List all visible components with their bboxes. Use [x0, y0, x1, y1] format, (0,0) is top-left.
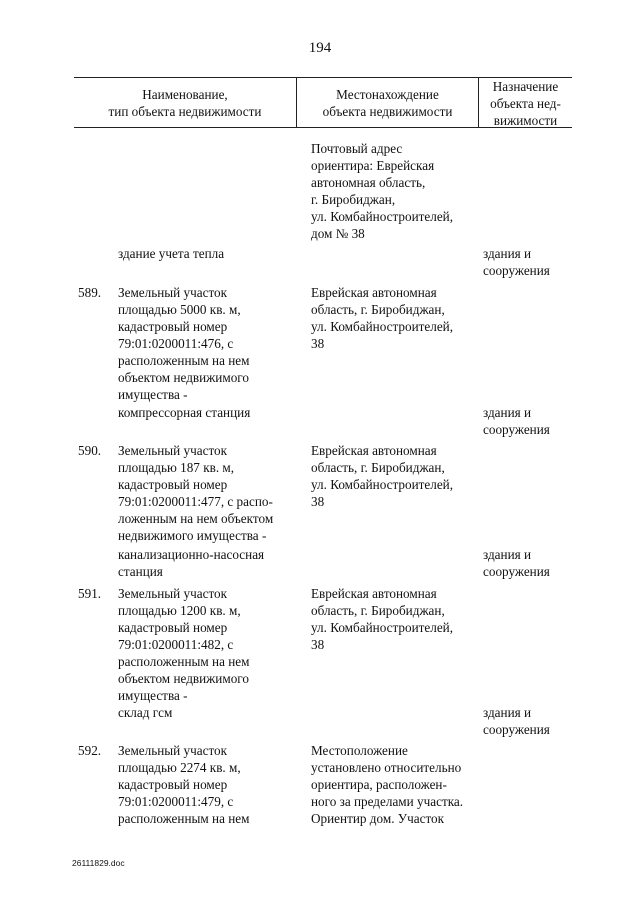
row-location: Местоположение установлено относительно ориентира, расположен- ного за пределами участка. Ориентир дом. Участок	[311, 743, 464, 826]
row-number: 591.	[78, 586, 102, 601]
row-number: 589.	[78, 285, 102, 300]
row-purpose: здания и сооружения	[483, 547, 550, 579]
page-number: 194	[308, 40, 332, 56]
continued-address: Почтовый адрес ориентира: Еврейская автономная область, г. Биробиджан, ул. Комбайностроителей, дом № 38	[311, 141, 454, 241]
row-location: Еврейская автономная область, г. Биробиджан, ул. Комбайностроителей, 38	[311, 285, 454, 351]
row-description: Земельный участок площадью 1200 кв. м, кадастровый номер 79:01:0200011:482, с расположенным на нем объектом недвижимого имущества -	[118, 586, 250, 703]
row-sub-name: склад гсм	[118, 705, 173, 720]
row-purpose: здания и сооружения	[483, 246, 550, 278]
row-sub-name: канализационно-насосная станция	[118, 547, 265, 579]
row-purpose: здания и сооружения	[483, 705, 550, 737]
row-number: 590.	[78, 443, 102, 458]
row-description: Земельный участок площадью 5000 кв. м, кадастровый номер 79:01:0200011:476, с расположенным на нем объектом недвижимого имущества -	[118, 285, 250, 402]
header-col-purpose: Назначение объекта нед- вижимости	[490, 79, 561, 128]
row-sub-name: здание учета тепла	[118, 246, 225, 261]
row-number: 592.	[78, 743, 102, 758]
row-purpose: здания и сооружения	[483, 405, 550, 437]
row-location: Еврейская автономная область, г. Биробиджан, ул. Комбайностроителей, 38	[311, 443, 454, 509]
footer-filename: 26111829.doc	[72, 858, 125, 868]
row-location: Еврейская автономная область, г. Биробиджан, ул. Комбайностроителей, 38	[311, 586, 454, 652]
row-description: Земельный участок площадью 2274 кв. м, кадастровый номер 79:01:0200011:479, с расположенным на нем	[118, 743, 250, 826]
header-col-location: Местонахождение объекта недвижимости	[322, 87, 453, 119]
header-col-name: Наименование, тип объекта недвижимости	[108, 87, 262, 119]
row-description: Земельный участок площадью 187 кв. м, кадастровый номер 79:01:0200011:477, с распо- ложенным на нем объектом недвижимого имущества -	[118, 443, 274, 543]
row-sub-name: компрессорная станция	[118, 405, 251, 420]
